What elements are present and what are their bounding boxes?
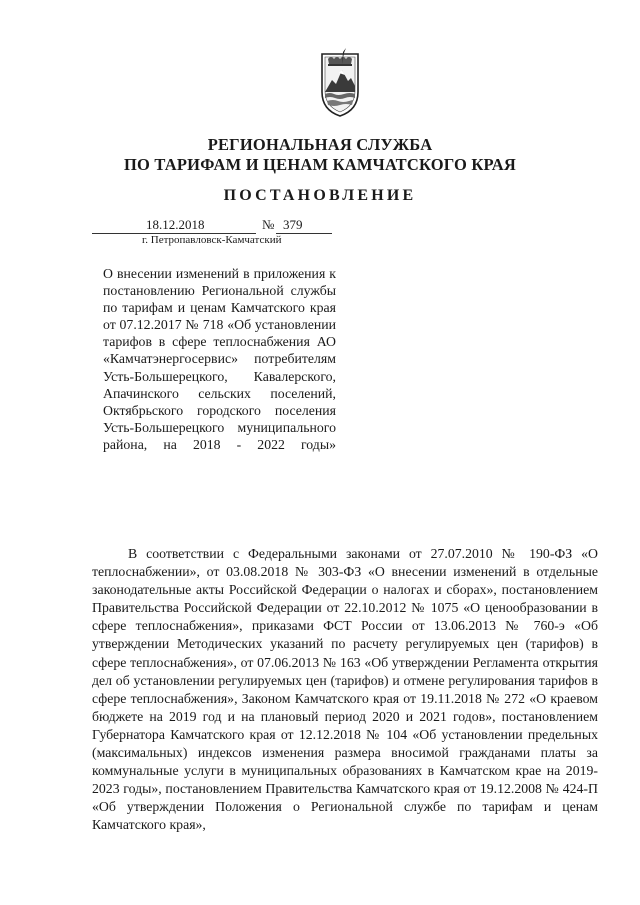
number-underline [276,233,332,234]
document-number-label: № [262,217,275,232]
body-paragraph-1: В соответствии с Федеральными законами от 27.07.2010 № 190-ФЗ «О теплоснабжении», от 03.08.2018 № 303-ФЗ «О внесении изменений в отдельные законодательные акты Российской Федерации о налогах и сборах», постановлением Правительства Российской Федерации от 22.10.2012 № 1075 «О ценообразовании в сфере теплоснабжения», приказами ФСТ России от 13.06.2013 № 760-э «Об утверждении Методических указаний по расчету регулируемых цен (тарифов) в сфере теплоснабжения», от 07.06.2013 № 163 «Об утверждении Регламента открытия дел об установлении регулируемых цен (тарифов) и отмене регулирования тарифов в сфере теплоснабжения», Законом Камчатского края от 19.11.2018 № 272 «О краевом бюджете на 2019 год и на плановый период 2020 и 2021 годов», постановлением Губернатора Камчатского края от 12.12.2018 № 104 «Об установлении предельных (максимальных) индексов изменения размера вносимой гражданами платы за коммунальные услуги в муниципальных образованиях в Камчатском крае на 2019-2023 годы», постановлением Правительства Камчатского края от 19.12.2008 № 424-П «Об утверждении Положения о Региональной службе по тарифам и ценам Камчатского края», [92,546,598,833]
document-number: 379 [283,217,303,232]
document-date: 18.12.2018 [146,217,205,232]
document-type-title: ПОСТАНОВЛЕНИЕ [223,187,417,204]
agency-name-line2: ПО ТАРИФАМ И ЦЕНАМ КАМЧАТСКОГО КРАЯ [124,155,516,174]
kamchatka-coat-of-arms-icon [318,44,362,118]
document-subject [103,265,336,453]
agency-name-line1: РЕГИОНАЛЬНАЯ СЛУЖБА [207,135,433,154]
document-city: г. Петропавловск-Камчатский [142,234,282,246]
document-subject-text: О внесении изменений в приложения к постановлению Региональной службы по тарифам и ценам Камчатского края от 07.12.2017 № 718 «Об установлении тарифов в сфере теплоснабжения АО «Камчатэнергосервис» потребителям Усть-Большерецкого, Кавалерского, Апачинского сельских поселений, Октябрьского городского поселения Усть-Большерецкого муниципального района, на 2018 - 2022 годы» [103,266,336,452]
